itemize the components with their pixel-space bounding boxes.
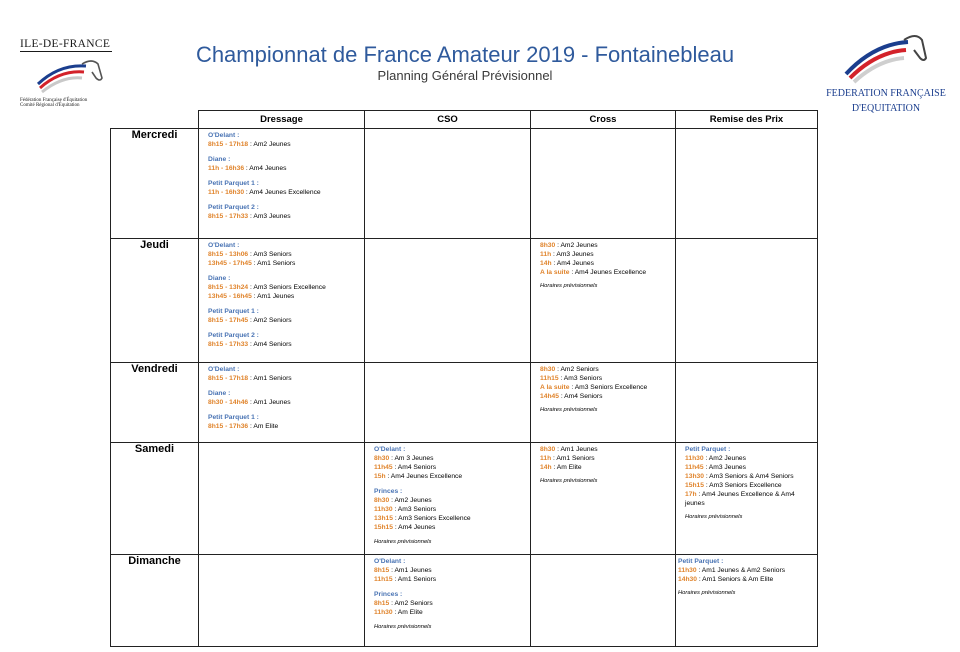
event-label: : Am2 Seniors: [555, 366, 599, 373]
schedule-line: [208, 259, 356, 268]
col-header-cross: Cross: [531, 111, 676, 129]
venue-name: Petit Parquet :: [685, 446, 731, 453]
venue-group: [374, 445, 522, 481]
event-label: : Am3 Seniors: [392, 506, 437, 513]
venue-group: [208, 241, 356, 268]
schedule-line: [208, 283, 356, 292]
schedule-line: [374, 599, 522, 608]
time-slot: 17h: [685, 491, 697, 498]
event-label: : Am4 Jeunes: [244, 165, 287, 172]
schedule-line: [374, 454, 522, 463]
logo-divider: [20, 51, 112, 52]
schedule-line: [208, 212, 356, 221]
cell-dressage: [199, 555, 365, 647]
event-label: : Am2 Seniors: [248, 317, 292, 324]
schedule-note: Horaires prévisionnels: [678, 590, 736, 596]
row-jeudi: [111, 239, 818, 363]
time-slot: 11h: [540, 455, 552, 462]
logo-ffe: [822, 30, 950, 120]
row-vendredi: [111, 363, 818, 443]
event-label: : Am1 Jeunes & Am2 Seniors: [696, 567, 786, 574]
time-slot: 8h30: [540, 366, 556, 373]
schedule-line: [374, 608, 522, 617]
event-label: : Am1 Seniors & Am Elite: [696, 576, 774, 583]
venue-name: Petit Parquet :: [678, 558, 724, 565]
schedule-line: [685, 481, 809, 490]
schedule-note: Horaires prévisionnels: [540, 478, 598, 484]
schedule-note: Horaires prévisionnels: [374, 624, 432, 630]
venue-group: [374, 590, 522, 617]
cell-dressage: [199, 443, 365, 555]
time-slot: 13h45 - 17h45: [208, 260, 252, 267]
time-slot: 14h: [540, 260, 552, 267]
time-slot: 13h15: [374, 515, 393, 522]
schedule-line: [540, 463, 667, 472]
schedule-line: [374, 514, 522, 523]
venue-name: O'Delant :: [374, 446, 406, 453]
event-label: : Am4 Jeunes: [392, 524, 436, 531]
time-slot: 11h30: [678, 567, 697, 574]
event-label: : Am2 Jeunes: [389, 497, 432, 504]
event-label: : Am1 Seniors: [248, 375, 292, 382]
ffe-name-line1: FEDERATION FRANÇAISE: [826, 88, 946, 99]
day-label: Dimanche: [111, 555, 199, 647]
corner-cell: [111, 111, 199, 129]
time-slot: 8h15: [374, 567, 390, 574]
event-label: : Am1 Jeunes: [248, 399, 291, 406]
event-label: : Am1 Jeunes: [251, 293, 295, 300]
venue-group: [208, 413, 356, 431]
venue-name: Princes :: [374, 488, 403, 495]
venue-name: Petit Parquet 1 :: [208, 308, 259, 315]
schedule-line: [540, 259, 667, 268]
time-slot: 8h15 - 17h18: [208, 141, 249, 148]
day-label: Vendredi: [111, 363, 199, 443]
header-row: [111, 111, 818, 129]
cell-prix: [676, 555, 818, 647]
schedule-note: Horaires prévisionnels: [540, 283, 598, 289]
time-slot: 11h30: [374, 609, 393, 616]
schedule-line: [540, 392, 667, 401]
row-samedi: [111, 443, 818, 555]
cell-prix: [676, 443, 818, 555]
schedule-line: [540, 454, 667, 463]
schedule-line: [374, 496, 522, 505]
venue-name: Petit Parquet 2 :: [208, 332, 259, 339]
cell-cross: [531, 443, 676, 555]
time-slot: 8h30: [540, 242, 556, 249]
schedule-line: [208, 188, 356, 197]
venue-name: O'Delant :: [374, 558, 406, 565]
cell-prix: [676, 239, 818, 363]
time-slot: 15h15: [685, 482, 704, 489]
event-label: : Am4 Jeunes: [551, 260, 594, 267]
schedule-line: [208, 164, 356, 173]
time-slot: 8h15: [374, 600, 390, 607]
venue-group: [208, 331, 356, 349]
schedule-line: [208, 398, 356, 407]
time-slot: 8h15 - 17h33: [208, 213, 249, 220]
day-label: Jeudi: [111, 239, 199, 363]
day-label: Mercredi: [111, 129, 199, 239]
cell-dressage: [199, 129, 365, 239]
venue-name: Diane :: [208, 390, 231, 397]
schedule-line: [374, 566, 522, 575]
schedule-line: [374, 575, 522, 584]
logo-fed-line: Fédération Française d'Équitation: [20, 98, 88, 103]
cell-cso: [365, 363, 531, 443]
time-slot: 13h45 - 16h45: [208, 293, 252, 300]
event-label: : Am1 Seniors: [551, 455, 595, 462]
event-label: : Am4 Jeunes Excellence: [385, 473, 463, 480]
cell-cso: [365, 239, 531, 363]
venue-name: O'Delant :: [208, 132, 240, 139]
venue-name: Diane :: [208, 275, 231, 282]
schedule-line: [685, 490, 809, 499]
event-label: : Am1 Seniors: [392, 576, 437, 583]
time-slot: 8h30: [374, 497, 390, 504]
event-label: : Am3 Jeunes: [248, 213, 291, 220]
event-label: : Am3 Jeunes: [703, 464, 746, 471]
event-label: : Am4 Seniors: [392, 464, 437, 471]
col-header-cso: CSO: [365, 111, 531, 129]
event-label: : Am3 Seniors Excellence: [248, 284, 326, 291]
schedule-line: [540, 250, 667, 259]
time-slot: 8h15 - 13h24: [208, 284, 249, 291]
event-label: : Am3 Seniors Excellence: [392, 515, 471, 522]
schedule-line: [540, 268, 667, 277]
schedule-line: [685, 472, 809, 481]
event-label: : Am3 Jeunes: [551, 251, 594, 258]
cell-cross: [531, 555, 676, 647]
schedule-line-continuation: jeunes: [685, 500, 705, 507]
time-slot: 14h: [540, 464, 552, 471]
event-label: : Am3 Seniors Excellence: [703, 482, 782, 489]
event-label: : Am2 Seniors: [389, 600, 433, 607]
venue-group: [208, 131, 356, 149]
event-label: : Am Elite: [248, 423, 279, 430]
venue-group: [374, 557, 522, 584]
time-slot: 14h45: [540, 393, 559, 400]
venue-group: [208, 365, 356, 383]
schedule-line: [208, 292, 356, 301]
cell-dressage: [199, 239, 365, 363]
venue-group: [208, 179, 356, 197]
time-slot: 11h15: [374, 576, 393, 583]
venue-group: [208, 389, 356, 407]
time-slot: 11h30: [374, 506, 393, 513]
time-slot: 11h: [540, 251, 552, 258]
schedule-table: [110, 110, 818, 647]
page-subtitle: Planning Général Prévisionnel: [377, 68, 553, 83]
event-label: : Am2 Jeunes: [555, 242, 598, 249]
time-slot: 14h30: [678, 576, 697, 583]
ffe-name-line2: D'EQUITATION: [851, 103, 921, 114]
event-label: : Am2 Jeunes: [703, 455, 746, 462]
venue-name: O'Delant :: [208, 242, 240, 249]
event-label: : Am3 Seniors & Am4 Seniors: [703, 473, 794, 480]
schedule-line: [208, 316, 356, 325]
event-label: : Am1 Jeunes: [555, 446, 598, 453]
time-slot: 8h15 - 17h45: [208, 317, 249, 324]
schedule-line: [374, 463, 522, 472]
cell-cross: [531, 239, 676, 363]
schedule-line: [540, 365, 667, 374]
cell-dressage: [199, 363, 365, 443]
schedule-line: [208, 374, 356, 383]
cell-prix: [676, 363, 818, 443]
time-slot: 11h30: [685, 455, 704, 462]
schedule-line: [540, 445, 667, 454]
time-slot: 11h45: [374, 464, 393, 471]
schedule-line: [374, 523, 522, 532]
schedule-line: [540, 374, 667, 383]
time-slot: 13h30: [685, 473, 704, 480]
event-label: : Am3 Seniors: [248, 251, 292, 258]
time-slot: A la suite: [540, 384, 570, 391]
event-label: : Am1 Jeunes: [389, 567, 432, 574]
time-slot: 15h: [374, 473, 386, 480]
time-slot: 8h15 - 13h06: [208, 251, 249, 258]
venue-group: [208, 307, 356, 325]
time-slot: 11h15: [540, 375, 559, 382]
cell-cso: [365, 443, 531, 555]
event-label: : Am Elite: [392, 609, 423, 616]
logo-ile-de-france: [20, 38, 120, 118]
time-slot: 11h - 16h36: [208, 165, 245, 172]
time-slot: 8h15 - 17h36: [208, 423, 249, 430]
row-dimanche: [111, 555, 818, 647]
time-slot: 8h15 - 17h33: [208, 341, 249, 348]
time-slot: 11h - 16h30: [208, 189, 245, 196]
cell-cso: [365, 129, 531, 239]
event-label: : Am4 Jeunes Excellence & Am4: [696, 491, 795, 498]
day-label: Samedi: [111, 443, 199, 555]
time-slot: 8h30: [540, 446, 556, 453]
schedule-note: Horaires prévisionnels: [540, 407, 598, 413]
venue-name: O'Delant :: [208, 366, 240, 373]
event-label: : Am2 Jeunes: [248, 141, 291, 148]
event-label: : Am4 Jeunes Excellence: [244, 189, 321, 196]
event-label: : Am Elite: [551, 464, 582, 471]
page-title: Championnat de France Amateur 2019 - Fontainebleau: [195, 42, 735, 67]
venue-group: [208, 274, 356, 301]
schedule-line: [685, 463, 809, 472]
venue-name: Petit Parquet 2 :: [208, 204, 259, 211]
schedule-line: [540, 383, 667, 392]
time-slot: 15h15: [374, 524, 393, 531]
cell-cso: [365, 555, 531, 647]
venue-group: [208, 155, 356, 173]
venue-group: [374, 487, 522, 532]
logo-comite-line: Comité Régional d'Équitation: [20, 103, 80, 108]
schedule-note: Horaires prévisionnels: [374, 539, 432, 545]
event-label: : Am 3 Jeunes: [389, 455, 434, 462]
venue-name: Diane :: [208, 156, 231, 163]
event-label: : Am3 Seniors Excellence: [569, 384, 648, 391]
schedule-line: [208, 140, 356, 149]
time-slot: 8h15 - 17h18: [208, 375, 249, 382]
schedule-line: [208, 250, 356, 259]
cell-cross: [531, 129, 676, 239]
time-slot: A la suite: [540, 269, 570, 276]
logo-region-name: ILE-DE-FRANCE: [20, 38, 111, 50]
schedule-line: [678, 575, 809, 584]
event-label: : Am1 Seniors: [251, 260, 296, 267]
venue-name: Princes :: [374, 591, 403, 598]
event-label: : Am4 Jeunes Excellence: [569, 269, 647, 276]
venue-name: Petit Parquet 1 :: [208, 180, 259, 187]
schedule-line: [208, 422, 356, 431]
event-label: : Am4 Seniors: [248, 341, 292, 348]
schedule-line: [685, 454, 809, 463]
schedule-note: Horaires prévisionnels: [685, 514, 743, 520]
col-header-dressage: Dressage: [199, 111, 365, 129]
schedule-line: [374, 505, 522, 514]
horse-logo-icon: [844, 30, 928, 84]
time-slot: 11h45: [685, 464, 704, 471]
schedule-line: [374, 472, 522, 481]
event-label: : Am4 Seniors: [558, 393, 603, 400]
row-mercredi: [111, 129, 818, 239]
venue-name: Petit Parquet 1 :: [208, 414, 259, 421]
cell-prix: [676, 129, 818, 239]
event-label: : Am3 Seniors: [558, 375, 603, 382]
schedule-line: [540, 241, 667, 250]
cell-cross: [531, 363, 676, 443]
col-header-remise-des-prix: Remise des Prix: [676, 111, 818, 129]
schedule-line: [208, 340, 356, 349]
horse-logo-icon: [34, 54, 104, 96]
schedule-line: [678, 566, 809, 575]
time-slot: 8h30: [374, 455, 390, 462]
time-slot: 8h30 - 14h46: [208, 399, 249, 406]
venue-group: [208, 203, 356, 221]
